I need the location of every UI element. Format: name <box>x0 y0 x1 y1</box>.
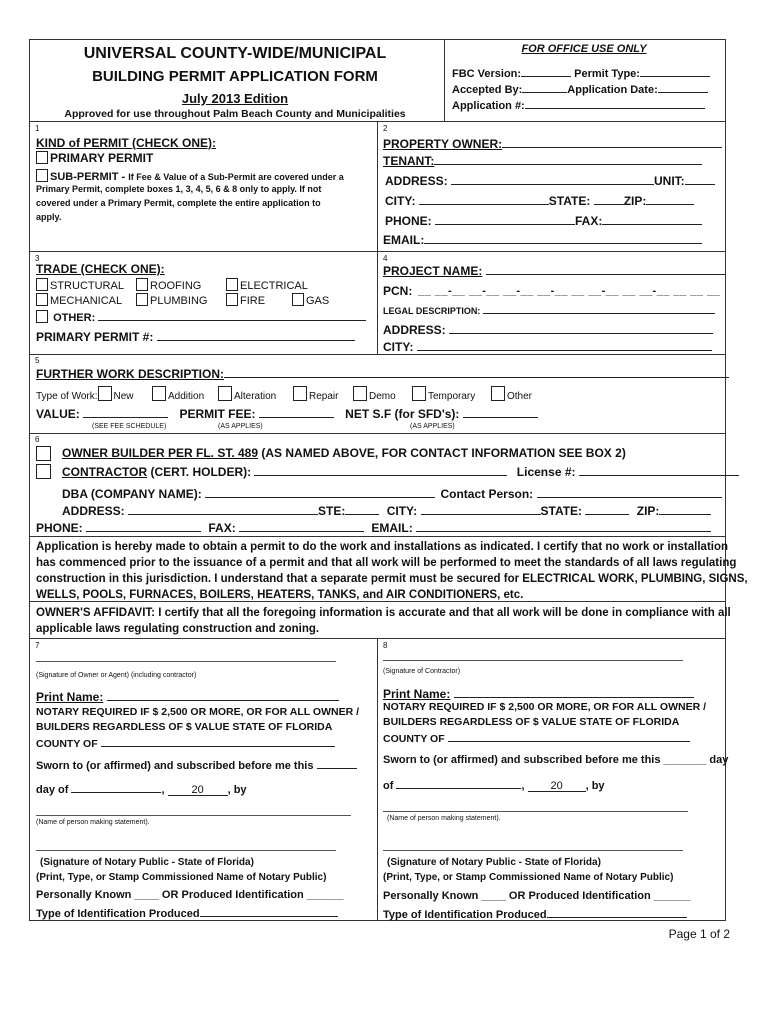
property-owner-field[interactable] <box>502 136 722 148</box>
application-no-label: Application #: <box>452 100 525 112</box>
box8-year-field[interactable] <box>528 780 586 792</box>
box6-address-label: ADDRESS: <box>62 504 125 518</box>
contractor-signature-line[interactable] <box>383 660 683 661</box>
mechanical-label: MECHANICAL <box>50 295 123 307</box>
box6-phone-label: PHONE: <box>36 521 83 535</box>
box6-ste-field[interactable] <box>345 503 379 515</box>
statement-line-2: has commenced prior to the issuance of a permit and that all work will be performed to meet the standards of all laws regulating <box>36 557 737 569</box>
primary-permit-no-field[interactable] <box>157 329 355 341</box>
value-field[interactable] <box>83 406 168 418</box>
contact-person-label: Contact Person: <box>440 487 534 501</box>
fire-label: FIRE <box>240 295 266 307</box>
project-name-field[interactable] <box>486 263 726 275</box>
box2-unit-label: UNIT: <box>654 174 685 188</box>
box7-year-field[interactable] <box>168 784 228 796</box>
box7-notary-line-2: BUILDERS REGARDLESS OF $ VALUE STATE OF FLORIDA <box>36 721 333 733</box>
plumbing-label: PLUMBING <box>150 295 208 307</box>
sub-permit-text-4: apply. <box>36 212 62 222</box>
dba-field[interactable] <box>205 486 435 498</box>
box8-notary-sig-label: (Signature of Notary Public - State of Florida) <box>387 857 601 868</box>
box7-number: 7 <box>35 641 40 650</box>
box7-day-of-field[interactable] <box>71 781 161 793</box>
box6-fax-field[interactable] <box>239 520 364 532</box>
sub-permit-text-3: covered under a Primary Permit, complete the entire application to <box>36 198 321 208</box>
box8-number: 8 <box>383 641 388 650</box>
affidavit-line-1: OWNER'S AFFIDAVIT: I certify that all the foregoing information is accurate and that all work will be done in compliance with all <box>36 607 731 619</box>
work-new-checkbox[interactable] <box>98 386 112 401</box>
box8-notary-line-2: BUILDERS REGARDLESS OF $ VALUE STATE OF FLORIDA <box>383 716 680 728</box>
box6-fax-label: FAX: <box>208 521 236 535</box>
work-other-label: Other <box>507 391 533 402</box>
box7-id-type-field[interactable] <box>200 905 338 917</box>
license-label: License #: <box>516 465 576 479</box>
box7-name-statement-line[interactable] <box>36 815 351 816</box>
see-fee-schedule-note: (SEE FEE SCHEDULE) <box>92 423 167 430</box>
box7-id-type-label: Type of Identification Produced <box>36 908 200 920</box>
statement-line-4: WELLS, POOLS, FURNACES, BOILERS, HEATERS, TANKS, and AIR CONDITIONERS, etc. <box>36 589 524 601</box>
box2-city-label: CITY: <box>385 194 416 208</box>
owner-signature-line[interactable] <box>36 661 336 662</box>
other-trade-label: OTHER: <box>53 312 96 324</box>
value-label: VALUE: <box>36 407 80 421</box>
contractor-field[interactable] <box>254 464 507 476</box>
permit-fee-applies-note: (AS APPLIES) <box>218 423 263 430</box>
box6-city-field[interactable] <box>421 503 541 515</box>
dba-label: DBA (COMPANY NAME): <box>62 487 202 501</box>
sub-permit-text-2: Primary Permit, complete boxes 1, 3, 4, 5, 6 & 8 only to apply. If not <box>36 184 322 194</box>
box8-sworn-label: Sworn to (or affirmed) and subscribed before me this _______ day <box>383 754 729 766</box>
pcn-field[interactable]: __ __-__ __-__ __-__ __-__ __ __-__ __ __-__ __ __ __ <box>418 285 721 297</box>
box6-zip-field[interactable] <box>659 503 711 515</box>
box7-county-label: COUNTY OF <box>36 738 98 750</box>
application-date-label: Application Date: <box>567 84 658 96</box>
box2-phone-field[interactable] <box>435 213 575 225</box>
other-trade-checkbox[interactable] <box>36 310 48 323</box>
box6-ste-label: STE: <box>318 504 346 518</box>
box7-sworn-day-field[interactable] <box>317 757 357 769</box>
box2-phone-label: PHONE: <box>385 214 432 228</box>
box4-number: 4 <box>383 254 388 263</box>
box7-year: 20 <box>191 784 204 796</box>
box2-state-field[interactable] <box>594 193 624 205</box>
box6-city-label: CITY: <box>386 504 418 518</box>
box6-zip-label: ZIP: <box>636 504 660 518</box>
box3-number: 3 <box>35 254 40 263</box>
box2-email-label: EMAIL: <box>383 233 425 247</box>
box8-personally-known: Personally Known ____ OR Produced Identification ______ <box>383 890 691 902</box>
form-title-2: BUILDING PERMIT APPLICATION FORM <box>92 68 378 85</box>
contractor-cert-label: (CERT. HOLDER): <box>147 465 252 479</box>
permit-fee-label: PERMIT FEE: <box>179 407 256 421</box>
permit-type-label: Permit Type: <box>574 68 640 80</box>
box2-zip-label: ZIP: <box>623 194 647 208</box>
roofing-label: ROOFING <box>150 280 202 292</box>
fbc-version-field[interactable] <box>521 65 571 77</box>
work-demo-checkbox[interactable] <box>353 386 367 401</box>
box2-address-field[interactable] <box>451 173 654 185</box>
structural-checkbox[interactable] <box>36 278 48 291</box>
fbc-version-label: FBC Version: <box>452 68 522 80</box>
tenant-field[interactable] <box>434 153 702 165</box>
box7-by-label: , by <box>227 784 247 796</box>
gas-checkbox[interactable] <box>292 293 304 306</box>
permit-type-field[interactable] <box>640 65 710 77</box>
accepted-by-field[interactable] <box>522 81 567 93</box>
box8-print-type-label: (Print, Type, or Stamp Commissioned Name of Notary Public) <box>383 872 674 883</box>
roofing-checkbox[interactable] <box>136 278 148 291</box>
owner-signature-label: (Signature of Owner or Agent) (including contractor) <box>36 672 197 679</box>
box4-address-field[interactable] <box>449 322 713 334</box>
box7-sworn-label: Sworn to (or affirmed) and subscribed before me this <box>36 760 314 772</box>
type-of-work-label: Type of Work: <box>36 391 98 402</box>
permit-fee-field[interactable] <box>259 406 334 418</box>
work-description-label: FURTHER WORK DESCRIPTION: <box>36 367 224 381</box>
electrical-checkbox[interactable] <box>226 278 238 291</box>
net-sf-field[interactable] <box>463 406 538 418</box>
box2-fax-field[interactable] <box>602 213 702 225</box>
mechanical-checkbox[interactable] <box>36 293 48 306</box>
box8-name-statement-label: (Name of person making statement). <box>387 815 501 822</box>
box8-name-statement-line[interactable] <box>383 811 688 812</box>
primary-permit-checkbox[interactable] <box>36 151 48 164</box>
box6-email-field[interactable] <box>416 520 711 532</box>
work-alteration-label: Alteration <box>234 391 277 402</box>
box1-number: 1 <box>35 124 40 133</box>
electrical-label: ELECTRICAL <box>240 280 308 292</box>
box8-county-label: COUNTY OF <box>383 733 445 745</box>
contractor-signature-label: (Signature of Contractor) <box>383 668 461 675</box>
tenant-label: TENANT: <box>383 154 435 168</box>
box7-name-statement-label: (Name of person making statement). <box>36 819 150 826</box>
work-addition-checkbox[interactable] <box>152 386 166 401</box>
work-repair-label: Repair <box>309 391 339 402</box>
box7-personally-known: Personally Known ____ OR Produced Identification ______ <box>36 889 344 901</box>
gas-label: GAS <box>306 295 330 307</box>
box4-city-field[interactable] <box>417 339 712 351</box>
office-title: FOR OFFICE USE ONLY <box>521 43 647 55</box>
statement-line-3: construction in this jurisdiction. I understand that a separate permit must be secured for ELECTRICAL WORK, PLUMBING, SIGNS, <box>36 573 748 585</box>
box7-print-type-label: (Print, Type, or Stamp Commissioned Name of Notary Public) <box>36 872 327 883</box>
legal-description-label: LEGAL DESCRIPTION: <box>383 306 481 316</box>
box2-zip-field[interactable] <box>646 193 694 205</box>
work-temporary-checkbox[interactable] <box>412 386 426 401</box>
application-no-field[interactable] <box>525 97 705 109</box>
box6-address-field[interactable] <box>128 503 318 515</box>
primary-permit-label: PRIMARY PERMIT <box>50 151 154 165</box>
pcn-label: PCN: <box>383 284 413 298</box>
box6-number: 6 <box>35 435 40 444</box>
project-name-label: PROJECT NAME: <box>383 264 483 278</box>
license-field[interactable] <box>579 464 739 476</box>
work-new-label: New <box>113 391 134 402</box>
box8-of-label: of <box>383 780 394 792</box>
contractor-checkbox[interactable] <box>36 464 51 479</box>
owner-builder-checkbox[interactable] <box>36 446 51 461</box>
box8-county-field[interactable] <box>448 730 690 742</box>
box7-county-field[interactable] <box>101 735 335 747</box>
box8-of-field[interactable] <box>396 777 521 789</box>
work-repair-checkbox[interactable] <box>293 386 307 401</box>
box7-print-name-label: Print Name: <box>36 690 104 704</box>
work-description-field[interactable] <box>224 366 729 378</box>
owner-builder-note: (AS NAMED ABOVE, FOR CONTACT INFORMATION SEE BOX 2) <box>258 446 626 460</box>
sub-permit-label: SUB-PERMIT - <box>50 171 129 183</box>
box4-address-label: ADDRESS: <box>383 323 446 337</box>
box2-address-label: ADDRESS: <box>385 174 448 188</box>
work-other-checkbox[interactable] <box>491 386 505 401</box>
box4-city-label: CITY: <box>383 340 414 354</box>
application-date-field[interactable] <box>658 81 708 93</box>
box5-number: 5 <box>35 356 40 365</box>
box8-id-type-label: Type of Identification Produced <box>383 909 547 921</box>
plumbing-checkbox[interactable] <box>136 293 148 306</box>
net-sf-applies-note: (AS APPLIES) <box>410 423 455 430</box>
work-alteration-checkbox[interactable] <box>218 386 232 401</box>
box6-phone-field[interactable] <box>86 520 201 532</box>
box8-id-type-field[interactable] <box>547 906 687 918</box>
box8-print-name-label: Print Name: <box>383 687 451 701</box>
net-sf-label: NET S.F (for SFD's): <box>345 407 460 421</box>
legal-description-field[interactable] <box>483 305 715 314</box>
box8-year: 20 <box>550 780 563 792</box>
contractor-label: CONTRACTOR <box>62 465 148 479</box>
work-addition-label: Addition <box>168 391 205 402</box>
fire-checkbox[interactable] <box>226 293 238 306</box>
box2-city-field[interactable] <box>419 193 549 205</box>
box8-by-label: , by <box>585 780 605 792</box>
statement-line-1: Application is hereby made to obtain a permit to do the work and installations as indicated. I certify that no work or installation <box>36 541 729 553</box>
box2-email-field[interactable] <box>424 232 702 244</box>
box1-heading: KIND of PERMIT (CHECK ONE): <box>36 136 216 150</box>
box8-notary-signature-line[interactable] <box>383 850 683 851</box>
box6-state-label: STATE: <box>540 504 583 518</box>
trade-heading: TRADE (CHECK ONE): <box>36 262 165 276</box>
box7-notary-sig-label: (Signature of Notary Public - State of Florida) <box>40 857 254 868</box>
affidavit-line-2: applicable laws regulating construction and zoning. <box>36 623 320 635</box>
work-temporary-label: Temporary <box>428 391 476 402</box>
box2-fax-label: FAX: <box>575 214 603 228</box>
box8-notary-line-1: NOTARY REQUIRED IF $ 2,500 OR MORE, OR FOR ALL OWNER / <box>383 701 707 713</box>
owner-builder-label: OWNER BUILDER PER FL. ST. 489 <box>62 446 259 460</box>
form-edition: July 2013 Edition <box>181 91 289 106</box>
box2-state-label: STATE: <box>548 194 591 208</box>
form-approved: Approved for use throughout Palm Beach County and Municipalities <box>64 108 406 120</box>
box2-unit-field[interactable] <box>685 173 715 185</box>
box7-notary-line-1: NOTARY REQUIRED IF $ 2,500 OR MORE, OR FOR ALL OWNER / <box>36 706 360 718</box>
work-demo-label: Demo <box>369 391 396 402</box>
box6-state-field[interactable] <box>585 503 629 515</box>
contact-person-field[interactable] <box>537 486 722 498</box>
box7-print-name-field[interactable] <box>107 689 339 701</box>
property-owner-label: PROPERTY OWNER: <box>383 137 503 151</box>
sub-permit-text-1: If Fee & Value of a Sub-Permit are covered under a <box>128 172 344 182</box>
box7-day-of-label: day of <box>36 784 69 796</box>
other-trade-field[interactable] <box>98 309 366 321</box>
box2-number: 2 <box>383 124 388 133</box>
sub-permit-checkbox[interactable] <box>36 169 48 182</box>
primary-permit-no-label: PRIMARY PERMIT #: <box>36 330 154 344</box>
box7-notary-signature-line[interactable] <box>36 850 336 851</box>
accepted-by-label: Accepted By: <box>452 84 523 96</box>
form-title-1: UNIVERSAL COUNTY-WIDE/MUNICIPAL <box>83 45 387 62</box>
page-number: Page 1 of 2 <box>668 927 730 941</box>
box6-email-label: EMAIL: <box>371 521 413 535</box>
box8-print-name-field[interactable] <box>454 686 694 698</box>
structural-label: STRUCTURAL <box>50 280 124 292</box>
